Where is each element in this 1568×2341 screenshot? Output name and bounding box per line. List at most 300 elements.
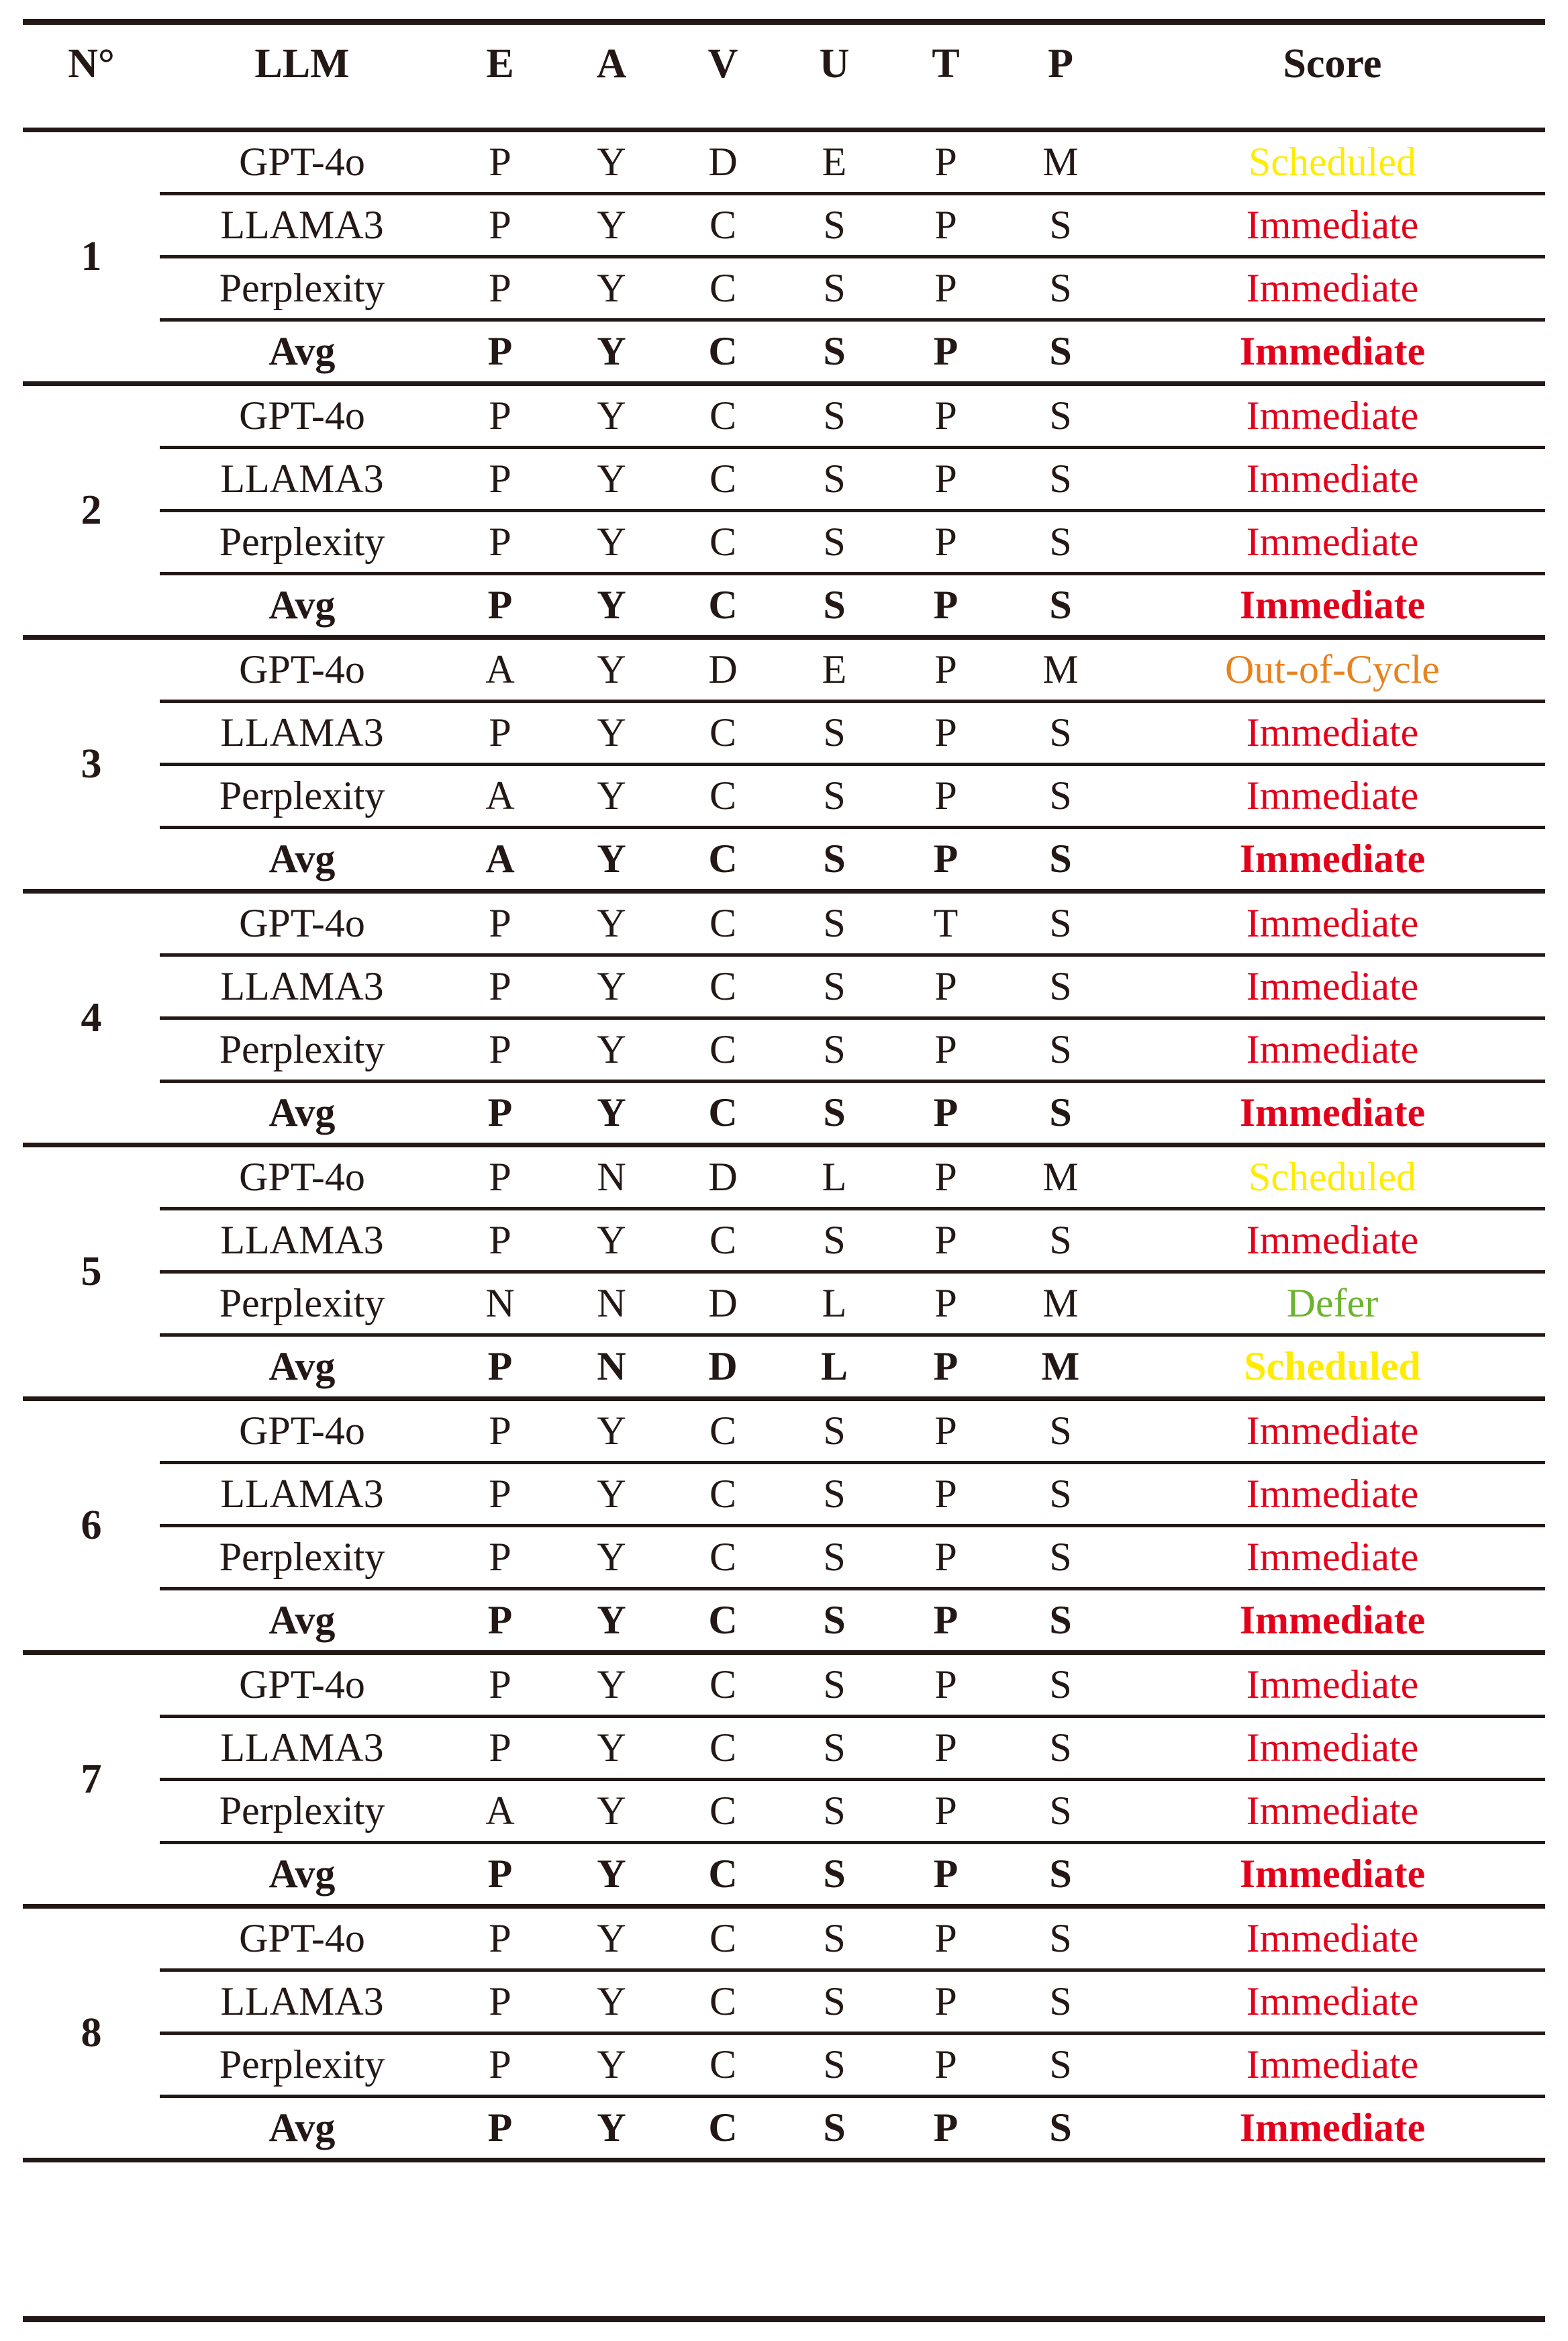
criterion-p-cell: S [1001,955,1120,1018]
criterion-u-cell: L [779,1335,890,1399]
criterion-u-cell: S [779,828,890,892]
criterion-t-cell: P [890,1082,1001,1145]
criterion-a-cell: Y [556,320,667,384]
criterion-a-cell: Y [556,257,667,320]
score-cell: Immediate [1120,320,1545,384]
criterion-u-cell: S [779,702,890,765]
criterion-t-cell: P [890,384,1001,448]
criterion-p-cell: S [1001,574,1120,638]
llm-name-cell: LLAMA3 [160,1970,444,2034]
criterion-u-cell: S [779,1780,890,1843]
table-row [23,194,1545,257]
score-cell: Immediate [1120,1589,1545,1653]
criterion-u-cell: S [779,765,890,828]
score-cell: Immediate [1120,1018,1545,1082]
criterion-a-cell: Y [556,2097,667,2160]
column-header-score: Score [1120,0,1545,130]
column-header-e: E [444,0,556,130]
criterion-p-cell: S [1001,2034,1120,2097]
criterion-v-cell: C [667,828,779,892]
table-row [23,828,1545,892]
criterion-p-cell: M [1001,1145,1120,1209]
llm-name-cell: GPT-4o [160,384,444,448]
criterion-u-cell: S [779,892,890,955]
column-header-v: V [667,0,779,130]
criterion-v-cell: C [667,1970,779,2034]
score-cell: Immediate [1120,1399,1545,1463]
table-row [23,1145,1545,1209]
score-cell: Immediate [1120,1526,1545,1589]
criterion-u-cell: S [779,2097,890,2160]
score-cell: Immediate [1120,1907,1545,1970]
llm-name-cell: Perplexity [160,1272,444,1335]
table-row [23,2097,1545,2160]
criterion-p-cell: S [1001,1589,1120,1653]
table-row [23,1082,1545,1145]
criterion-v-cell: C [667,1399,779,1463]
criterion-t-cell: P [890,1717,1001,1780]
criterion-u-cell: S [779,1717,890,1780]
column-header-p: P [1001,0,1120,130]
criterion-p-cell: S [1001,2097,1120,2160]
table-row [23,1399,1545,1463]
criterion-e-cell: P [444,1907,556,1970]
score-cell: Scheduled [1120,1335,1545,1399]
column-header-u: U [779,0,890,130]
criterion-p-cell: S [1001,1653,1120,1717]
criterion-e-cell: P [444,1335,556,1399]
criterion-e-cell: P [444,1717,556,1780]
llm-name-cell: Avg [160,1589,444,1653]
table-row [23,1589,1545,1653]
criterion-e-cell: P [444,955,556,1018]
llm-name-cell: LLAMA3 [160,1209,444,1272]
llm-name-cell: Perplexity [160,2034,444,2097]
criterion-e-cell: P [444,1145,556,1209]
llm-name-cell: GPT-4o [160,1907,444,1970]
llm-name-cell: Perplexity [160,1018,444,1082]
criterion-a-cell: Y [556,765,667,828]
criterion-a-cell: Y [556,384,667,448]
criterion-e-cell: P [444,1399,556,1463]
table-row [23,638,1545,702]
criterion-u-cell: S [779,1209,890,1272]
criterion-a-cell: Y [556,1018,667,1082]
criterion-u-cell: E [779,130,890,194]
criterion-p-cell: S [1001,1780,1120,1843]
criterion-v-cell: C [667,574,779,638]
criterion-p-cell: S [1001,1399,1120,1463]
criterion-v-cell: D [667,1335,779,1399]
criterion-p-cell: S [1001,384,1120,448]
criterion-v-cell: C [667,1082,779,1145]
criterion-a-cell: Y [556,702,667,765]
score-cell: Immediate [1120,1970,1545,2034]
criterion-u-cell: L [779,1272,890,1335]
score-cell: Immediate [1120,384,1545,448]
score-cell: Immediate [1120,257,1545,320]
criterion-e-cell: P [444,384,556,448]
criterion-e-cell: A [444,828,556,892]
criterion-p-cell: S [1001,448,1120,511]
llm-name-cell: Perplexity [160,1526,444,1589]
criterion-a-cell: Y [556,638,667,702]
criterion-t-cell: P [890,320,1001,384]
criterion-p-cell: S [1001,1082,1120,1145]
criterion-a-cell: Y [556,1717,667,1780]
criterion-v-cell: C [667,2097,779,2160]
criterion-a-cell: Y [556,511,667,574]
score-cell: Immediate [1120,765,1545,828]
criterion-v-cell: C [667,1653,779,1717]
llm-name-cell: GPT-4o [160,130,444,194]
criterion-t-cell: P [890,2097,1001,2160]
criterion-e-cell: P [444,320,556,384]
criterion-a-cell: N [556,1145,667,1209]
score-cell: Immediate [1120,828,1545,892]
criterion-p-cell: S [1001,702,1120,765]
criterion-p-cell: M [1001,638,1120,702]
criterion-e-cell: P [444,448,556,511]
table-body [23,130,1545,2160]
llm-name-cell: Avg [160,2097,444,2160]
criterion-v-cell: C [667,320,779,384]
criterion-a-cell: Y [556,1589,667,1653]
criterion-u-cell: S [779,1526,890,1589]
criterion-v-cell: C [667,1780,779,1843]
criterion-u-cell: S [779,511,890,574]
criterion-a-cell: Y [556,448,667,511]
criterion-p-cell: M [1001,1335,1120,1399]
criterion-e-cell: P [444,1209,556,1272]
criterion-v-cell: C [667,1589,779,1653]
table-bottom-rule [23,2316,1545,2322]
score-cell: Immediate [1120,194,1545,257]
criterion-p-cell: M [1001,1272,1120,1335]
criterion-e-cell: P [444,194,556,257]
group-number-cell: 3 [23,638,160,892]
criterion-p-cell: S [1001,1843,1120,1907]
criterion-t-cell: P [890,1907,1001,1970]
criterion-u-cell: S [779,1018,890,1082]
criterion-u-cell: S [779,1970,890,2034]
criterion-u-cell: S [779,1589,890,1653]
criterion-a-cell: Y [556,130,667,194]
criterion-e-cell: P [444,2034,556,2097]
criterion-p-cell: S [1001,828,1120,892]
criterion-p-cell: S [1001,1018,1120,1082]
criterion-a-cell: Y [556,1907,667,1970]
criterion-e-cell: A [444,765,556,828]
column-header-no: N° [23,0,160,130]
criterion-u-cell: S [779,2034,890,2097]
criterion-v-cell: C [667,955,779,1018]
table-top-rule [23,19,1545,25]
table-row [23,1526,1545,1589]
criterion-t-cell: P [890,1589,1001,1653]
criterion-p-cell: S [1001,1526,1120,1589]
score-cell: Scheduled [1120,1145,1545,1209]
criterion-t-cell: P [890,1526,1001,1589]
criterion-p-cell: M [1001,130,1120,194]
criterion-u-cell: S [779,1843,890,1907]
llm-name-cell: GPT-4o [160,1145,444,1209]
criterion-a-cell: Y [556,1843,667,1907]
column-header-llm: LLM [160,0,444,130]
table-row [23,130,1545,194]
llm-name-cell: GPT-4o [160,1653,444,1717]
criterion-v-cell: C [667,2034,779,2097]
table-row [23,1907,1545,1970]
criterion-t-cell: P [890,1145,1001,1209]
criterion-e-cell: P [444,1589,556,1653]
llm-name-cell: LLAMA3 [160,1463,444,1526]
criterion-u-cell: S [779,1463,890,1526]
criterion-p-cell: S [1001,765,1120,828]
criterion-a-cell: Y [556,1526,667,1589]
criterion-a-cell: Y [556,1653,667,1717]
criterion-p-cell: S [1001,1209,1120,1272]
table-row [23,448,1545,511]
criterion-e-cell: P [444,1843,556,1907]
criterion-t-cell: P [890,130,1001,194]
criterion-a-cell: Y [556,1082,667,1145]
criterion-a-cell: Y [556,574,667,638]
criterion-v-cell: C [667,1018,779,1082]
table-row [23,1970,1545,2034]
criterion-t-cell: P [890,1018,1001,1082]
criterion-e-cell: P [444,1463,556,1526]
criterion-e-cell: P [444,257,556,320]
criterion-t-cell: P [890,1399,1001,1463]
llm-name-cell: Perplexity [160,511,444,574]
criterion-v-cell: D [667,1145,779,1209]
group-number-cell: 5 [23,1145,160,1399]
llm-name-cell: LLAMA3 [160,448,444,511]
score-cell: Immediate [1120,574,1545,638]
criterion-v-cell: C [667,1717,779,1780]
llm-name-cell: Avg [160,320,444,384]
llm-name-cell: Avg [160,1843,444,1907]
table-row [23,1463,1545,1526]
group-number-cell: 1 [23,130,160,384]
llm-name-cell: GPT-4o [160,638,444,702]
criterion-u-cell: S [779,574,890,638]
criterion-u-cell: S [779,1907,890,1970]
table-row [23,955,1545,1018]
table-row [23,1272,1545,1335]
criterion-e-cell: N [444,1272,556,1335]
criterion-v-cell: C [667,511,779,574]
criterion-p-cell: S [1001,892,1120,955]
criterion-a-cell: N [556,1272,667,1335]
criterion-e-cell: P [444,2097,556,2160]
criterion-e-cell: P [444,1653,556,1717]
criterion-p-cell: S [1001,1717,1120,1780]
llm-name-cell: Avg [160,574,444,638]
llm-evaluation-table [23,0,1545,2162]
score-cell: Immediate [1120,1463,1545,1526]
score-cell: Immediate [1120,1780,1545,1843]
criterion-e-cell: P [444,702,556,765]
llm-name-cell: GPT-4o [160,892,444,955]
criterion-t-cell: P [890,1463,1001,1526]
table-row [23,702,1545,765]
column-header-a: A [556,0,667,130]
table-row [23,1843,1545,1907]
criterion-u-cell: S [779,320,890,384]
group-number-cell: 6 [23,1399,160,1653]
criterion-t-cell: P [890,2034,1001,2097]
criterion-e-cell: P [444,892,556,955]
criterion-v-cell: C [667,1463,779,1526]
criterion-t-cell: P [890,257,1001,320]
criterion-v-cell: D [667,638,779,702]
llm-name-cell: Perplexity [160,1780,444,1843]
llm-name-cell: Perplexity [160,765,444,828]
group-number-cell: 8 [23,1907,160,2160]
table-row [23,1653,1545,1717]
table-row [23,765,1545,828]
criterion-v-cell: D [667,130,779,194]
criterion-e-cell: P [444,511,556,574]
criterion-v-cell: C [667,1526,779,1589]
criterion-t-cell: P [890,1653,1001,1717]
criterion-t-cell: P [890,1780,1001,1843]
criterion-p-cell: S [1001,1907,1120,1970]
score-cell: Immediate [1120,955,1545,1018]
criterion-e-cell: P [444,1526,556,1589]
criterion-t-cell: P [890,702,1001,765]
criterion-e-cell: P [444,1018,556,1082]
criterion-e-cell: P [444,574,556,638]
criterion-t-cell: P [890,1970,1001,2034]
criterion-v-cell: C [667,257,779,320]
criterion-t-cell: P [890,1843,1001,1907]
score-cell: Immediate [1120,1082,1545,1145]
score-cell: Immediate [1120,448,1545,511]
group-number-cell: 7 [23,1653,160,1907]
criterion-a-cell: Y [556,1399,667,1463]
score-cell: Immediate [1120,702,1545,765]
group-number-cell: 2 [23,384,160,638]
criterion-t-cell: P [890,1335,1001,1399]
criterion-t-cell: P [890,1272,1001,1335]
table-row [23,257,1545,320]
criterion-v-cell: C [667,1843,779,1907]
score-cell: Immediate [1120,892,1545,955]
criterion-a-cell: Y [556,194,667,257]
score-cell: Immediate [1120,1209,1545,1272]
llm-name-cell: Avg [160,1335,444,1399]
criterion-v-cell: C [667,892,779,955]
table-row [23,1717,1545,1780]
criterion-u-cell: S [779,1399,890,1463]
score-cell: Out-of-Cycle [1120,638,1545,702]
score-cell: Immediate [1120,511,1545,574]
criterion-t-cell: P [890,765,1001,828]
score-cell: Defer [1120,1272,1545,1335]
criterion-u-cell: E [779,638,890,702]
criterion-p-cell: S [1001,1970,1120,2034]
criterion-t-cell: P [890,828,1001,892]
criterion-t-cell: P [890,194,1001,257]
llm-name-cell: Avg [160,1082,444,1145]
score-cell: Scheduled [1120,130,1545,194]
criterion-a-cell: Y [556,1780,667,1843]
criterion-p-cell: S [1001,511,1120,574]
criterion-v-cell: C [667,194,779,257]
score-cell: Immediate [1120,2097,1545,2160]
criterion-e-cell: P [444,1970,556,2034]
llm-name-cell: Perplexity [160,257,444,320]
criterion-e-cell: P [444,1082,556,1145]
llm-name-cell: Avg [160,828,444,892]
criterion-e-cell: A [444,1780,556,1843]
criterion-v-cell: C [667,1907,779,1970]
criterion-t-cell: P [890,448,1001,511]
criterion-u-cell: S [779,1082,890,1145]
table-row [23,1018,1545,1082]
table-row [23,1209,1545,1272]
criterion-a-cell: Y [556,828,667,892]
criterion-e-cell: P [444,130,556,194]
criterion-t-cell: P [890,955,1001,1018]
criterion-u-cell: L [779,1145,890,1209]
table-row [23,384,1545,448]
table-row [23,1780,1545,1843]
criterion-u-cell: S [779,194,890,257]
criterion-v-cell: D [667,1272,779,1335]
criterion-v-cell: C [667,448,779,511]
criterion-v-cell: C [667,1209,779,1272]
criterion-a-cell: Y [556,1463,667,1526]
table-row [23,892,1545,955]
criterion-e-cell: A [444,638,556,702]
criterion-a-cell: Y [556,1970,667,2034]
criterion-p-cell: S [1001,194,1120,257]
table-row [23,2034,1545,2097]
criterion-t-cell: P [890,574,1001,638]
criterion-a-cell: N [556,1335,667,1399]
llm-name-cell: GPT-4o [160,1399,444,1463]
criterion-a-cell: Y [556,2034,667,2097]
criterion-t-cell: P [890,638,1001,702]
group-number-cell: 4 [23,892,160,1145]
criterion-u-cell: S [779,384,890,448]
criterion-v-cell: C [667,765,779,828]
table-row [23,1335,1545,1399]
criterion-p-cell: S [1001,257,1120,320]
column-header-t: T [890,0,1001,130]
score-cell: Immediate [1120,1717,1545,1780]
criterion-t-cell: P [890,1209,1001,1272]
criterion-u-cell: S [779,1653,890,1717]
criterion-p-cell: S [1001,320,1120,384]
criterion-u-cell: S [779,955,890,1018]
table-row [23,511,1545,574]
criterion-a-cell: Y [556,1209,667,1272]
table-row [23,574,1545,638]
criterion-u-cell: S [779,257,890,320]
criterion-v-cell: C [667,384,779,448]
table-row [23,320,1545,384]
score-cell: Immediate [1120,1653,1545,1717]
criterion-p-cell: S [1001,1463,1120,1526]
criterion-v-cell: C [667,702,779,765]
criterion-u-cell: S [779,448,890,511]
criterion-t-cell: T [890,892,1001,955]
